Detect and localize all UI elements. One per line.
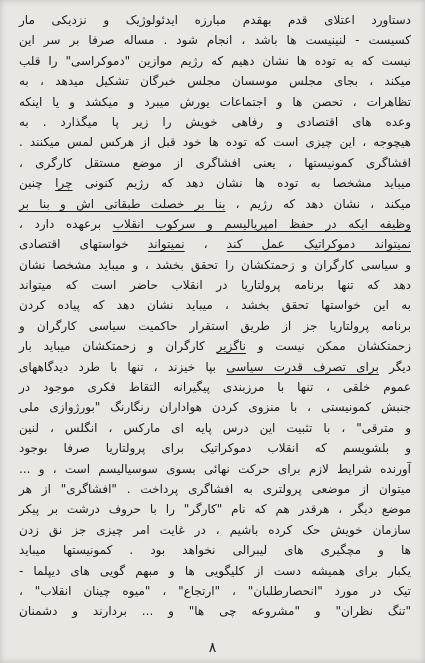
text-segment: نیست که به توده ها نشان دهیم که رژیم موازین "دموکراسی" را قلب: [19, 53, 411, 68]
text-segment: و سیاسی کارگران و زحمتکشان را تحقق بخشد ، و میباید مشخصا نشان: [19, 257, 411, 272]
text-line: [19, 479, 411, 499]
text-segment: کارگران و زحمتکشان میباید بار: [19, 339, 217, 354]
text-line: [19, 275, 411, 295]
underlined-text: ناگزیر: [216, 339, 246, 354]
underlined-text: نمیتواند: [147, 237, 185, 252]
text-segment: افشاگری کمونیستها ، یعنی افشاگری از موضع مستقل کارگری ،: [19, 155, 411, 170]
text-segment: "تنگ نظران" و "مشروعه چی ها" و ... بردارند و دشمنان: [19, 604, 411, 619]
text-line: [19, 499, 411, 519]
text-line: [19, 10, 411, 30]
text-segment: به این خواستها تحقق بخشد ، میباید نشان دهد که پیاده کردن: [19, 298, 411, 313]
text-line: [19, 194, 411, 214]
text-segment: هیچوجه ، این چیزی است که توده ها خود قبل از هرکس لمس میکنند .: [19, 135, 411, 150]
text-line: [19, 30, 411, 50]
text-line: [19, 153, 411, 173]
text-segment: یکبار برای همیشه دست از کلیگویی ها و مبهم گویی های دیپلما -: [19, 563, 411, 578]
underlined-text: نمیتواند دموکراتیک عمل کند: [226, 237, 411, 252]
text-line: [19, 51, 411, 71]
text-line: [19, 357, 411, 377]
text-line: [19, 92, 411, 112]
text-segment: زحمتکشان ممکن نیست و: [245, 339, 412, 354]
text-line: [19, 173, 411, 193]
text-segment: آورنده شرایط لازم برای حرکت نهائی بسوی سوسیالیسم است ، و ...: [19, 461, 411, 476]
text-segment: خواستهای اقتصادی: [19, 237, 148, 252]
text-line: [19, 601, 411, 621]
text-segment: ،: [184, 237, 227, 252]
text-line: [19, 71, 411, 91]
text-segment: میکند ، نشان دهد که رژیم ،: [225, 196, 411, 211]
text-line: [19, 459, 411, 479]
text-line: [19, 132, 411, 152]
text-line: [19, 234, 411, 254]
text-line: [19, 397, 411, 417]
text-segment: وعده های اقتصادی و رفاهی خویش را زیر پا میگذارد . به: [19, 114, 411, 129]
text-segment: و بلشویسم که انقلاب دموکراتیک برای پرولتاریا صرفا بوجود: [19, 441, 411, 456]
text-line: [19, 214, 411, 234]
text-segment: عموم خلقی ، تنها با مرزبندی پیگیرانه التقاط فکری موجود در: [19, 380, 411, 395]
text-segment: دهد که تنها برنامه پرولتاریا در انقلاب حاضر است که میتواند: [19, 278, 411, 293]
underlined-text: برای تصرف قدرت سیاسی: [226, 359, 379, 374]
text-line: [19, 561, 411, 581]
text-line: [19, 377, 411, 397]
text-segment: جنبش کمونیستی ، با منزوی کردن هواداران رنگارنگ "بورژوازی ملی: [19, 400, 411, 415]
text-segment: و مترقی" ، با تثبیت این درس پایه ای مارکس ، انگلس ، لنین: [19, 420, 411, 435]
underlined-text: بنا بر خصلت طبقاتی اش و بنا بر: [19, 196, 226, 211]
text-line: [19, 438, 411, 458]
text-segment: تظاهرات ، تحصن ها و اجتماعات یورش میبرد و میکشد و یا اینکه: [19, 94, 411, 109]
text-segment: میباید مشخصا به توده ها نشان دهد که رژیم کنونی: [72, 176, 411, 191]
text-line: [19, 316, 411, 336]
text-segment: دیگر: [378, 359, 412, 374]
text-segment: برعهده دارد ،: [19, 216, 113, 231]
text-segment: تیک در مورد "انحصارطلبان" ، "ارتجاع" ، "میوه چینان انقلاب" ،: [19, 583, 411, 598]
text-line: [19, 336, 411, 356]
text-segment: بپا خیزند ، تنها با طرد دیدگاههای: [19, 359, 227, 374]
text-line: [19, 295, 411, 315]
text-line: [19, 581, 411, 601]
body-text: [19, 10, 411, 622]
text-segment: کسیست - لنینیست ها باشد ، انجام شود . مساله صرفا بر سر این: [19, 33, 411, 48]
text-segment: سازمان خویش حک کرده باشیم ، در غایت امر چیزی جز نق زدن: [19, 522, 411, 537]
underlined-text: چرا: [55, 176, 73, 191]
text-line: [19, 418, 411, 438]
text-segment: ها و مچگیری های لیبرالی نخواهد بود . کمونیستها میباید: [19, 543, 411, 558]
text-line: [19, 255, 411, 275]
page-number: ۸: [208, 640, 217, 656]
text-segment: دستاورد اعتلای قدم بهقدم مبارزه ایدئولوژیک و نزدیکی مار: [19, 13, 411, 27]
underlined-text: وظیفه ایکه در حفظ امپریالیسم و سرکوب انقلاب: [112, 216, 411, 231]
text-segment: میتوان از موضعی پرولتری به افشاگری پرداخت . "افشاگری" از هر: [19, 481, 411, 496]
text-segment: موضع دیگر ، هرقدر هم که نام "کارگر" را با حروف درشت بر پیکر: [19, 502, 411, 517]
text-segment: برنامه پرولتاریا جز از طریق استقرار حاکمیت سیاسی کارگران و: [19, 318, 411, 333]
text-line: [19, 112, 411, 132]
text-line: [19, 520, 411, 540]
text-line: [19, 540, 411, 560]
text-segment: چنین: [19, 176, 56, 191]
text-segment: میکند ، بجای مجلس موسسان مجلس خبرگان تشکیل میدهد ، به: [19, 74, 411, 89]
